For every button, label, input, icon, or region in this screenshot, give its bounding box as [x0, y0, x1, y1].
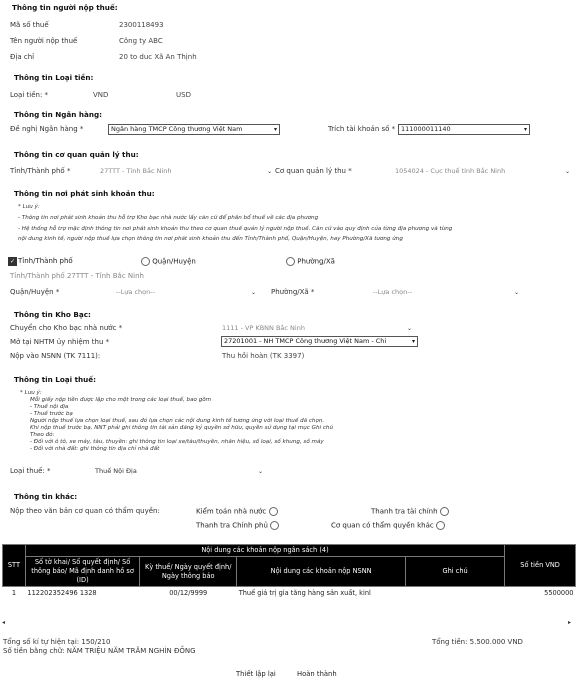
cell-period[interactable]: 00/12/9999: [169, 589, 208, 597]
chevron-down-icon: ▾: [523, 126, 527, 133]
currency-usd-option[interactable]: USD: [176, 91, 191, 99]
table-row[interactable]: [3, 587, 576, 601]
origin-ward-option-label: Phường/Xã: [297, 257, 335, 266]
district-select[interactable]: [116, 288, 256, 297]
address-value: 20 to duc Xã An Thịnh: [119, 53, 197, 61]
taxtype-note-line: - Thuế nội địa: [30, 404, 69, 410]
col-stt: STT: [3, 545, 26, 587]
audit-option[interactable]: [196, 507, 278, 516]
chevron-down-icon: ⌄: [406, 325, 412, 332]
complete-button[interactable]: Hoàn thành: [297, 670, 337, 678]
chevron-down-icon: ⌄: [266, 168, 272, 175]
checkbox-icon: [270, 521, 279, 530]
col-period: Kỳ thuế/ Ngày quyết định/ Ngày thông báo: [140, 557, 237, 587]
authority-province-value: 27TTT - Tỉnh Bắc Ninh: [100, 167, 172, 175]
chevron-down-icon: ▾: [273, 126, 277, 133]
taxpayer-name-label: Tên người nộp thuế: [10, 37, 78, 45]
total-amount: Tổng tiền: 5.500.000 VND: [432, 638, 523, 646]
chevron-down-icon: ⌄: [564, 168, 570, 175]
taxtype-note-line: - Đối với ô tô, xe máy, tàu, thuyền: ghi thông tin loại xe/tàu/thuyền, nhãn hiệu, số loại, số khung, số máy: [30, 439, 324, 445]
scroll-right-icon[interactable]: ▸: [568, 619, 572, 626]
gov-inspect-option-label: Thanh tra Chính phủ: [196, 521, 268, 530]
taxtype-label: Loại thuế: *: [10, 467, 51, 475]
checkbox-icon: [269, 507, 278, 516]
checkbox-checked-icon: ✓: [9, 258, 16, 265]
radio-icon: [286, 257, 295, 266]
origin-district-option-label: Quận/Huyện: [152, 257, 196, 266]
nsnn-value: Thu hồi hoàn (TK 3397): [222, 352, 305, 360]
taxtype-note-line: - Thuế trước bạ: [30, 411, 73, 417]
treasury-bank-select[interactable]: [221, 336, 418, 347]
treasury-transfer-select[interactable]: [222, 324, 412, 333]
taxtype-value: Thuế Nội Địa: [95, 467, 137, 475]
taxtype-note-line: Khi nộp thuế trước bạ, NNT phải ghi thông tin tài sản đăng ký quyền sở hữu, quyền sử dụng tại mục Ghi chú: [30, 425, 333, 431]
ward-label: Phường/Xã *: [271, 288, 315, 296]
agency-label: Cơ quan quản lý thu *: [275, 167, 352, 175]
cell-decl[interactable]: 112202352496 1328: [27, 589, 97, 597]
section-currency: Thông tin Loại tiền:: [14, 73, 94, 82]
origin-note-2b: nội dung kinh tế, người nộp thuế lựa chọn thông tin nơi phát sinh khoản thu đến Tỉnh/Thành phố, Quận/Huyện, hay Phường/Xã tương ứng: [18, 236, 403, 242]
col-note: Ghi chú: [406, 557, 505, 587]
currency-vnd-option[interactable]: VND: [93, 91, 109, 99]
treasury-bank-label: Mở tại NHTM ủy nhiệm thu *: [10, 338, 110, 346]
radio-icon: [141, 257, 150, 266]
section-taxpayer: Thông tin người nộp thuế:: [12, 3, 118, 12]
tax-code-value: 2300118493: [119, 21, 164, 29]
amount-in-words: Số tiền bằng chữ: NĂM TRIỆU NĂM TRĂM NGHÌN ĐỒNG: [3, 647, 196, 655]
origin-note-2a: - Hệ thống hỗ trợ mặc định thông tin nơi phát sinh khoản thu theo cơ quan thuế quản lý người nộp thuế. Căn cứ vào quy định của từng địa phương và từng: [18, 226, 453, 232]
district-label: Quận/Huyện *: [10, 288, 60, 296]
payment-table: [2, 544, 576, 600]
debit-account-value: 111000011140: [401, 125, 451, 133]
currency-label: Loại tiền: *: [10, 91, 49, 99]
request-bank-label: Đề nghị Ngân hàng *: [10, 125, 84, 133]
taxtype-note-line: - Đối với nhà đất: ghi thông tin địa chỉ nhà đất: [30, 446, 160, 452]
checkbox-icon: [436, 521, 445, 530]
taxtype-note-line: Mỗi giấy nộp tiền được lập cho một trong các loại thuế, bao gồm: [30, 397, 212, 403]
tax-code-label: Mã số thuế: [10, 21, 49, 29]
origin-province-option-label: Tỉnh/Thành phố: [18, 257, 73, 265]
treasury-transfer-label: Chuyển cho Kho bạc nhà nước *: [10, 324, 123, 332]
taxtype-note-line: Theo đó:: [30, 432, 55, 438]
debit-account-select[interactable]: [398, 124, 530, 135]
scroll-left-icon[interactable]: ◂: [2, 619, 6, 626]
chevron-down-icon: ⌄: [513, 289, 519, 296]
col-group-header: Nội dung các khoản nộp ngân sách (4): [25, 545, 504, 557]
nsnn-label: Nộp vào NSNN (TK 7111):: [10, 352, 101, 360]
chevron-down-icon: ▾: [411, 338, 415, 345]
district-value: --Lựa chọn--: [116, 288, 155, 296]
request-bank-select[interactable]: [108, 124, 280, 135]
fin-inspect-option[interactable]: [371, 507, 449, 516]
fin-inspect-option-label: Thanh tra tài chính: [371, 507, 438, 516]
other-authority-option[interactable]: [331, 521, 445, 530]
audit-option-label: Kiểm toán nhà nước: [196, 507, 267, 516]
cell-content[interactable]: Thuế giá trị gia tăng hàng sản xuất, kinl: [238, 589, 371, 597]
treasury-bank-value: 27201001 - NH TMCP Công thương Việt Nam - Chi: [224, 337, 387, 345]
section-authority: Thông tin cơ quan quản lý thu:: [14, 150, 139, 159]
chevron-down-icon: ⌄: [257, 468, 263, 475]
col-decl: Số tờ khai/ Số quyết định/ Số thông báo/ Mã định danh hồ sơ (ID): [25, 557, 139, 587]
address-label: Địa chỉ: [10, 53, 35, 61]
taxtype-note-line: Người nộp thuế lựa chọn loại thuế, sau đó lựa chọn các nội dung kinh tế tương ứng với loại thuế đã chọn.: [30, 418, 325, 424]
origin-province-line: Tỉnh/Thành phố 27TTT - Tỉnh Bắc Ninh: [10, 272, 144, 280]
debit-account-label: Trích tài khoản số *: [328, 125, 396, 133]
chevron-down-icon: ⌄: [250, 289, 256, 296]
authority-doc-label: Nộp theo văn bản cơ quan có thẩm quyền:: [10, 507, 160, 515]
section-origin: Thông tin nơi phát sinh khoản thu:: [14, 189, 155, 198]
origin-note-title: * Lưu ý:: [18, 204, 40, 210]
taxtype-select[interactable]: [95, 467, 263, 476]
char-count: Tổng số kí tự hiện tại: 150/210: [3, 638, 111, 646]
cell-stt: 1: [11, 589, 17, 597]
other-authority-option-label: Cơ quan có thẩm quyền khác: [331, 521, 434, 530]
origin-district-option[interactable]: [141, 257, 196, 266]
section-other: Thông tin khác:: [14, 492, 78, 501]
treasury-transfer-value: 1111 - VP KBNN Bắc Ninh: [222, 324, 305, 332]
ward-value: --Lựa chọn--: [373, 288, 412, 296]
section-treasury: Thông tin Kho Bạc:: [14, 310, 91, 319]
col-content: Nội dung các khoản nộp NSNN: [237, 557, 406, 587]
col-amount: Số tiền VND: [505, 545, 576, 587]
agency-select[interactable]: [395, 167, 570, 176]
authority-province-label: Tỉnh/Thành phố *: [10, 167, 71, 175]
reset-button[interactable]: Thiết lập lại: [236, 670, 276, 678]
taxpayer-name-value: Công ty ABC: [119, 37, 163, 45]
ward-select[interactable]: [373, 288, 519, 297]
section-bank: Thông tin Ngân hàng:: [14, 110, 102, 119]
authority-province-select[interactable]: [100, 167, 272, 176]
taxtype-note-title: * Lưu ý:: [20, 390, 42, 396]
checkbox-icon: [440, 507, 449, 516]
cell-note[interactable]: [406, 587, 505, 601]
section-taxtype: Thông tin Loại thuế:: [14, 375, 96, 384]
cell-amount[interactable]: 5500000: [544, 589, 574, 597]
gov-inspect-option[interactable]: [196, 521, 279, 530]
origin-note-1: - Thông tin nơi phát sinh khoản thu hỗ trợ Kho bạc nhà nước lấy căn cứ để phân bổ thuế về các địa phương: [18, 215, 319, 221]
agency-value: 1054024 - Cục thuế tỉnh Bắc Ninh: [395, 167, 506, 175]
request-bank-value: Ngân hàng TMCP Công thương Việt Nam: [111, 125, 243, 133]
origin-ward-option[interactable]: [286, 257, 335, 266]
